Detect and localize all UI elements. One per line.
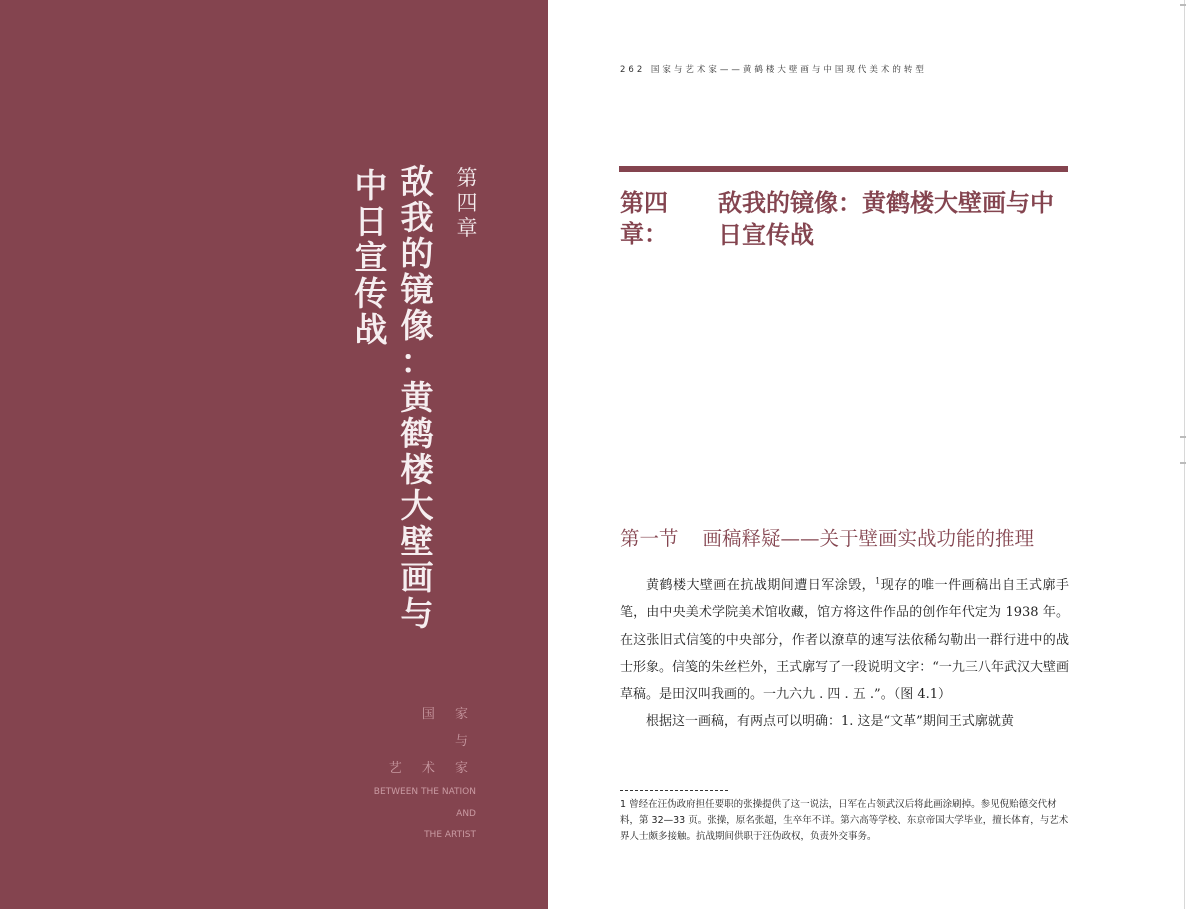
series-title-en-line1: BETWEEN THE NATION xyxy=(373,787,476,797)
vertical-glyph: 第 xyxy=(456,166,478,190)
chapter-label: 第四章： xyxy=(620,188,668,248)
vertical-glyph: 日 xyxy=(354,202,388,241)
vertical-chapter-title-col1 xyxy=(397,164,437,632)
vertical-glyph: 像 xyxy=(400,306,434,345)
chapter-title: 敌我的镜像：黄鹤楼大壁画与中日宣传战 xyxy=(718,188,1054,249)
vertical-glyph: 壁 xyxy=(400,522,434,561)
section-title: 画稿释疑——关于壁画实战功能的推理 xyxy=(702,527,1035,550)
vertical-glyph: 大 xyxy=(400,486,434,525)
vertical-glyph: ： xyxy=(400,342,434,381)
section-heading xyxy=(620,523,1034,551)
vertical-glyph: 的 xyxy=(400,234,434,273)
page-edge-tick xyxy=(1180,4,1186,6)
footnote-separator xyxy=(620,790,728,791)
left-page-cover xyxy=(0,0,548,909)
footnote: 1 曾经在汪伪政府担任要职的张操提供了这一说法，日军在占领武汉后将此画涂刷掉。参见倪贻德交代材料，第 32—33 页。张操，原名张超，生卒年不详。第六高等学校、东京帝国大学毕业，擅长体育，与艺术界人士颇多接触。抗战期间供职于汪伪政权，负责外交事务。 xyxy=(620,799,1069,842)
vertical-glyph: 宣 xyxy=(354,238,388,277)
chapter-rule xyxy=(619,166,1068,172)
section-number: 第一节 xyxy=(620,527,679,550)
vertical-glyph: 镜 xyxy=(400,270,434,309)
series-title-cn-line3: 艺 术 家 xyxy=(388,761,476,776)
running-head: 262 国家与艺术家——黄鹤楼大壁画与中国现代美术的转型 xyxy=(620,65,927,75)
vertical-glyph: 中 xyxy=(354,166,388,205)
paragraph xyxy=(620,572,1069,708)
paragraph-text: 黄鹤楼大壁画在抗战期间遭日军涂毁， xyxy=(646,578,876,593)
page-edge-tick xyxy=(1180,436,1186,438)
page-edge-tick xyxy=(1180,462,1186,464)
vertical-chapter-label xyxy=(453,166,481,241)
vertical-glyph: 黄 xyxy=(400,378,434,417)
series-title-cn-line2: 与 xyxy=(454,734,476,749)
vertical-glyph: 战 xyxy=(354,310,388,349)
vertical-glyph: 画 xyxy=(400,558,434,597)
vertical-glyph: 我 xyxy=(400,198,434,237)
right-page xyxy=(548,0,1187,909)
body-text xyxy=(620,572,1069,736)
footnote-reference[interactable]: 1 xyxy=(875,576,881,586)
vertical-chapter-title-col2 xyxy=(351,168,391,348)
page-edge xyxy=(1184,0,1185,909)
vertical-glyph: 鹤 xyxy=(400,414,434,453)
vertical-glyph: 敌 xyxy=(400,162,434,201)
vertical-glyph: 与 xyxy=(400,594,434,633)
vertical-glyph: 四 xyxy=(456,191,478,215)
series-title-en-line3: THE ARTIST xyxy=(424,830,476,840)
vertical-glyph: 楼 xyxy=(400,450,434,489)
paragraph-text: 现存的唯一件画稿出自王式廓手笔，由中央美术学院美术馆收藏，馆方将这件作品的创作年代定为 1938 年。在这张旧式信笺的中央部分，作者以潦草的速写法依稀勾勒出一群行进中的战士形象。信笺的朱丝栏外，王式廓写了一段说明文字：“一九三八年武汉大壁画草稿。是田汉叫我画的。一九六九 . 四 . 五 .”。（图 4.1） xyxy=(620,578,1069,703)
vertical-glyph: 传 xyxy=(354,274,388,313)
vertical-glyph: 章 xyxy=(456,216,478,240)
series-title-cn-line1: 国 家 xyxy=(421,707,476,722)
series-title-en-line2: AND xyxy=(456,809,476,819)
paragraph: 根据这一画稿，有两点可以明确：1. 这是“文革”期间王式廓就黄 xyxy=(646,714,1014,730)
